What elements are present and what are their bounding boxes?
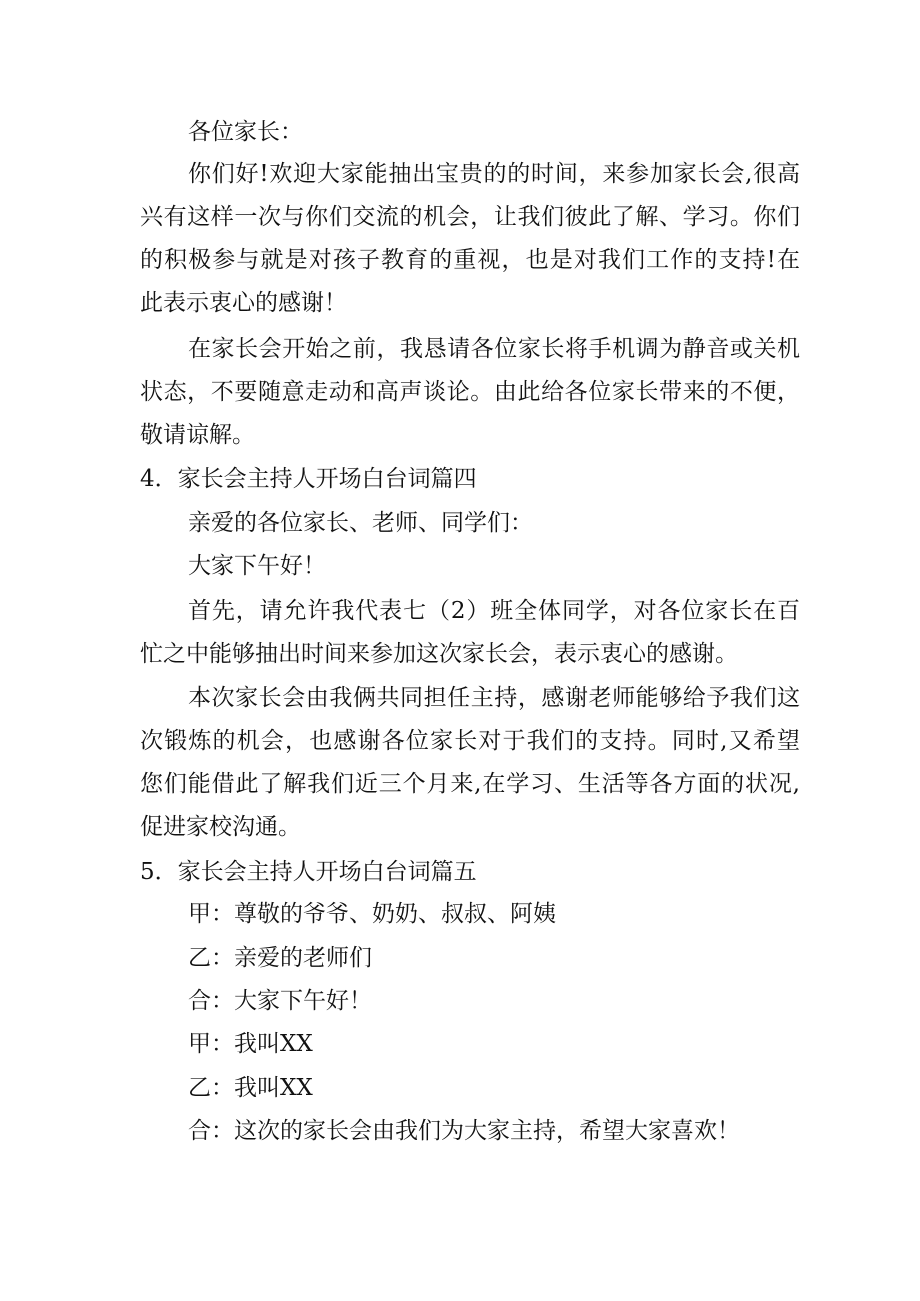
greeting-line: 大家下午好！ xyxy=(188,553,326,579)
section-heading: 5．家长会主持人开场白台词篇五 xyxy=(140,859,477,885)
greeting-line: 各位家长： xyxy=(188,119,303,145)
paragraph-line: 本次家长会由我俩共同担任主持，感谢老师能够给予我们这 xyxy=(188,685,800,711)
paragraph-line: 的积极参与就是对孩子教育的重视，也是对我们工作的支持!在 xyxy=(140,247,800,273)
paragraph-line: 忙之中能够抽出时间来参加这次家长会，表示衷心的感谢。 xyxy=(140,641,738,667)
paragraph-line: 敬请谅解。 xyxy=(140,422,255,448)
paragraph-line: 首先，请允许我代表七（2）班全体同学，对各位家长在百 xyxy=(188,598,800,624)
paragraph-line: 状态，不要随意走动和高声谈论。由此给各位家长带来的不便， xyxy=(140,379,800,405)
paragraph-line: 次锻炼的机会，也感谢各位家长对于我们的支持。同时,又希望 xyxy=(140,728,800,754)
dialogue-line: 乙：我叫XX xyxy=(188,1075,313,1101)
dialogue-line: 甲：我叫XX xyxy=(188,1031,313,1057)
paragraph-line: 您们能借此了解我们近三个月来,在学习、生活等各方面的状况, xyxy=(140,771,800,797)
paragraph-line: 此表示衷心的感谢！ xyxy=(140,290,347,316)
section-heading: 4．家长会主持人开场白台词篇四 xyxy=(140,466,477,492)
dialogue-line: 合：这次的家长会由我们为大家主持，希望大家喜欢！ xyxy=(188,1118,740,1144)
paragraph-line: 促进家校沟通。 xyxy=(140,814,301,840)
dialogue-line: 合：大家下午好！ xyxy=(188,988,372,1014)
paragraph-line: 兴有这样一次与你们交流的机会，让我们彼此了解、学习。你们 xyxy=(140,204,800,230)
dialogue-line: 乙：亲爱的老师们 xyxy=(188,945,372,971)
paragraph-line: 在家长会开始之前，我恳请各位家长将手机调为静音或关机 xyxy=(188,336,800,362)
salutation-line: 亲爱的各位家长、老师、同学们： xyxy=(188,510,533,536)
paragraph-line: 你们好!欢迎大家能抽出宝贵的的时间，来参加家长会,很高 xyxy=(188,161,800,187)
dialogue-line: 甲：尊敬的爷爷、奶奶、叔叔、阿姨 xyxy=(188,901,556,927)
